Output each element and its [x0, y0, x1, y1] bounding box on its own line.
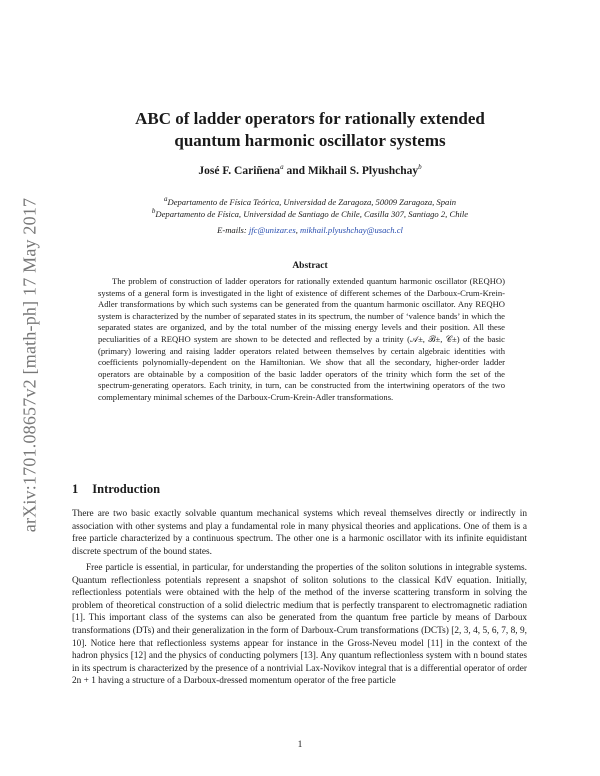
affiliation-a	[60, 195, 560, 207]
page-number: 1	[297, 740, 303, 750]
author-list	[60, 163, 560, 177]
section-heading	[72, 482, 160, 497]
title-line-1: ABC of ladder operators for rationally extended	[135, 109, 485, 128]
affil-a-mark: a	[163, 195, 168, 203]
email-label: E-mails:	[217, 225, 247, 235]
section-number: 1	[72, 482, 79, 496]
arxiv-stamp	[10, 170, 50, 560]
author-plyushchay: Mikhail S. Plyushchay	[307, 164, 419, 177]
intro-paragraph-2: Free particle is essential, in particular, for understanding the properties of the soliton solutions in integrable systems. Quantum reflectionless potentials represent a snapshot of soliton solutions to the classical KdV equation. Initially, reflectionless potentials were obtained with the help of the method of the inverse scattering transform in solving the problem of theoretical construction of a solid dielectric medium that is perfectly transparent to electromagnetic radiation [1]. This important class of the systems can also be generated from the quantum free particle by means of Darboux transformations (DTs) and their generalization in the form of Darboux-Crum transformations (DCTs) [2, 3, 4, 5, 6, 7, 8, 9, 10]. Notice here that reflectionless systems appear for instance in the Gross-Neveu model [11] in the context of the hadron physics [12] and the physics of conducting polymers [13]. Any quantum reflectionless system with n bound states in its spectrum is characterized by the presence of a nontrivial Lax-Novikov integral that is a differential operator of order 2n + 1 having a structure of a Darboux-dressed momentum operator of the free particle	[72, 563, 527, 687]
paper-title	[60, 108, 560, 152]
affil-b-mark: b	[151, 207, 156, 215]
author-connector: and	[283, 164, 308, 177]
arxiv-identifier: arXiv:1701.08657v2 [math-ph] 17 May 2017	[19, 197, 40, 533]
section-title: Introduction	[92, 482, 161, 496]
email-line	[60, 225, 560, 235]
title-line-2: quantum harmonic oscillator systems	[174, 131, 446, 150]
intro-paragraph-1: There are two basic exactly solvable quantum mechanical systems which reveal themselves directly or indirectly in association with other systems and play a fundamental role in many physical theories and applications. One of them is a free particle characterized by a continuous spectrum. The other one is a harmonic oscillator with its infinite equidistant discrete spectrum of the bound states.	[72, 509, 527, 557]
author1-affil-mark: a	[280, 163, 284, 171]
affil-a-text: Departamento de Física Teórica, Universidad de Zaragoza, 50009 Zaragoza, Spain	[167, 196, 457, 207]
author-carinena: José F. Cariñena	[198, 164, 281, 177]
author2-affil-mark: b	[418, 163, 422, 171]
abstract-heading: Abstract	[292, 261, 328, 271]
abstract-body: The problem of construction of ladder operators for rationally extended quantum harmonic oscillator (REQHO) systems of a general form is investigated in the light of existence of different schemes of the Darboux-Crum-Krein-Adler transformations by which such systems can be generated from the quantum harmonic oscillator. Any REQHO system is characterized by the number of separated states in its spectrum, the number of ‘valence bands’ in which the separated states are organized, and by the total number of the missing energy levels and their position. All these peculiarities of a REQHO system are shown to be detected and reflected by a trinity (𝒜±, ℬ±, 𝒞±) of the basic (primary) lowering and raising ladder operators related between themselves by certain algebraic identities with coefficients polynomially-dependent on the Hamiltonian. We show that all the secondary, higher-order ladder operators are obtainable by a composition of the basic ladder operators of the trinity which form the set of the spectrum-generating operators. Each trinity, in turn, can be constructed from the intertwining operators of the two complementary minimal schemes of the Darboux-Crum-Krein-Adler transformations.	[98, 276, 505, 402]
email-link-plyushchay[interactable]: mikhail.plyushchay@usach.cl	[300, 225, 403, 235]
email-separator: ,	[295, 225, 300, 235]
affiliation-b	[60, 207, 560, 219]
affil-b-text: Departamento de Física, Universidad de Santiago de Chile, Casilla 307, Santiago 2, Chile	[155, 208, 469, 219]
email-link-carinena[interactable]: jfc@unizar.es	[248, 225, 296, 235]
